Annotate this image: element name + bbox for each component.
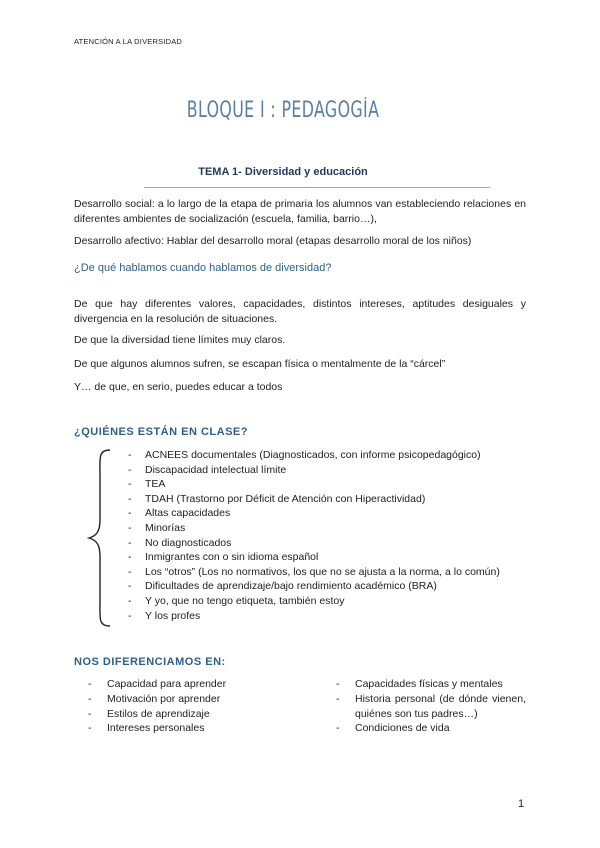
section-quienes-heading: ¿QUIÉNES ESTÁN EN CLASE? xyxy=(74,426,248,438)
diversidad-paragraph-2: De que la diversidad tiene límites muy claros. xyxy=(74,334,286,346)
list-item: - TEA xyxy=(128,478,166,491)
intro-social: Desarrollo social: a lo largo de la etapa de primaria los alumnos van estableciendo relaciones en diferentes ambientes de socialización (escuela, familia, barrio…), xyxy=(74,198,526,225)
list-item: - ACNEES documentales (Diagnosticados, con informe psicopedagógico) xyxy=(128,449,481,461)
list-item: - TDAH (Trastorno por Déficit de Atención con Hiperactividad) xyxy=(128,492,426,505)
list-item: - Historia personal (de dónde vienen, quiénes son tus padres…) xyxy=(336,692,526,720)
list-item: - Minorías xyxy=(128,521,186,534)
title-divider xyxy=(144,187,490,188)
list-item: - Altas capacidades xyxy=(128,507,231,520)
list-item: - Dificultades de aprendizaje/bajo rendimiento académico (BRA) xyxy=(128,580,437,593)
list-item: - Intereses personales xyxy=(88,722,205,735)
list-item: - Y los profes xyxy=(128,609,201,622)
diversidad-paragraph-1: De que hay diferentes valores, capacidades, distintos intereses, aptitudes desiguales y divergencia en la resolución de situaciones. xyxy=(74,298,526,325)
list-item: - Motivación por aprender xyxy=(88,692,221,705)
list-item: - Discapacidad intelectual límite xyxy=(128,463,287,476)
quienes-list xyxy=(128,448,500,623)
page-header: ATENCIÓN A LA DIVERSIDAD xyxy=(74,37,183,46)
bloque-title: BLOQUE I : PEDAGOGÍA xyxy=(186,98,380,123)
list-item: - Los “otros” (Los no normativos, los que no se ajusta a la norma, a lo común) xyxy=(128,565,500,578)
section-diferenciamos-heading: NOS DIFERENCIAMOS EN: xyxy=(74,656,226,668)
diversidad-paragraph-3: De que algunos alumnos sufren, se escapan física o mentalmente de la “cárcel” xyxy=(74,358,446,370)
curly-brace-icon xyxy=(86,448,116,628)
section-diversidad-heading: ¿De qué hablamos cuando hablamos de diversidad? xyxy=(74,262,332,274)
list-item: - No diagnosticados xyxy=(128,536,232,549)
list-item: - Estilos de aprendizaje xyxy=(88,707,210,720)
diferencias-left-list xyxy=(88,677,318,736)
intro-afectivo: Desarrollo afectivo: Hablar del desarrollo moral (etapas desarrollo moral de los niños) xyxy=(74,235,472,247)
list-item: - Inmigrantes con o sin idioma español xyxy=(128,551,319,564)
list-item: - Capacidades físicas y mentales xyxy=(336,678,503,690)
list-item: - Capacidad para aprender xyxy=(88,678,227,690)
diversidad-paragraph-4: Y… de que, en serio, puedes educar a todos xyxy=(74,381,283,393)
tema-title: TEMA 1- Diversidad y educación xyxy=(198,166,368,178)
list-item: - Condiciones de vida xyxy=(336,722,450,735)
list-item: - Y yo, que no tengo etiqueta, también estoy xyxy=(128,594,345,607)
page-number: 1 xyxy=(518,798,525,810)
diferencias-right-list xyxy=(336,677,526,736)
